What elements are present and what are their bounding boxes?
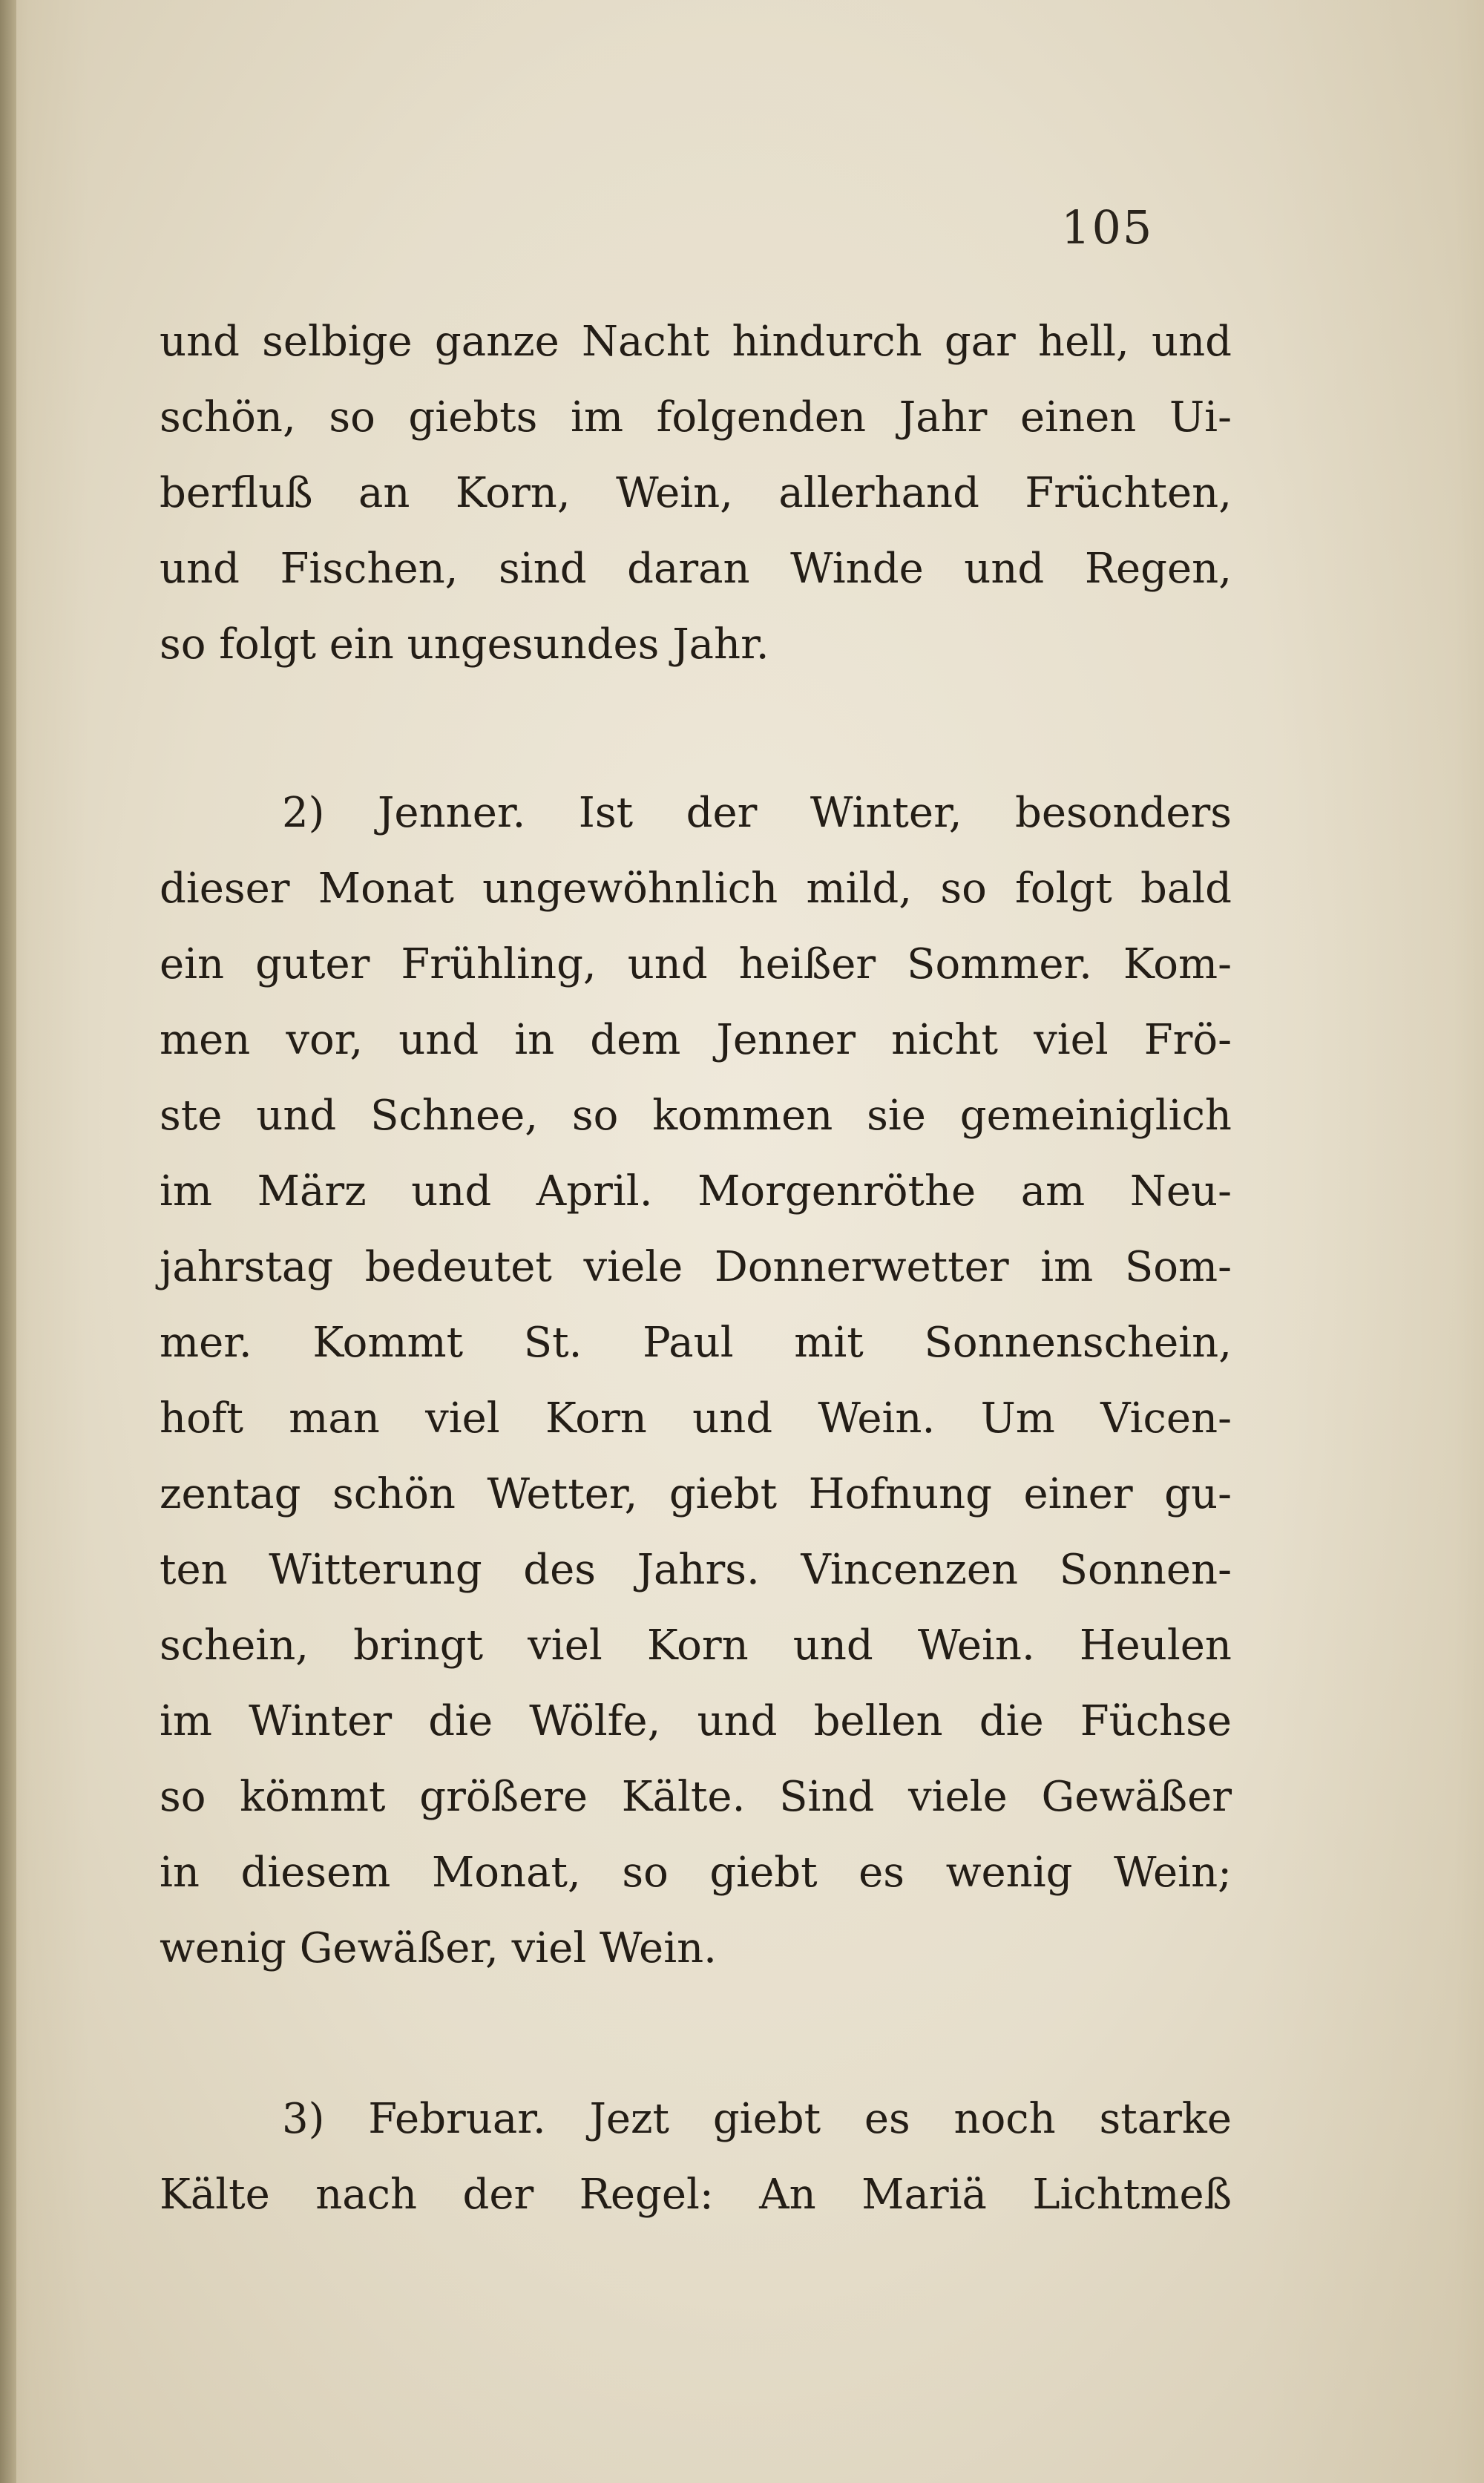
text-line: 3) Februar. Jezt giebt es noch starke [282, 2095, 1232, 2143]
text-line: zentag schön Wetter, giebt Hofnung einer gu- [160, 1470, 1232, 1518]
page-number: 105 [1061, 200, 1154, 255]
text-line: schein, bringt viel Korn und Wein. Heulen [160, 1621, 1232, 1670]
text-line: hoft man viel Korn und Wein. Um Vicen- [160, 1394, 1232, 1443]
text-line: so kömmt größere Kälte. Sind viele Gewäßer [160, 1773, 1232, 1821]
text-line: und selbige ganze Nacht hindurch gar hell, und [160, 318, 1232, 366]
text-line: schön, so giebts im folgenden Jahr einen Ui- [160, 393, 1232, 442]
text-line: 2) Jenner. Ist der Winter, besonders [282, 789, 1232, 837]
text-line: in diesem Monat, so giebt es wenig Wein; [160, 1849, 1232, 1897]
text-line: dieser Monat ungewöhnlich mild, so folgt bald [160, 865, 1232, 913]
text-line: im März und April. Morgenröthe am Neu- [160, 1167, 1232, 1216]
text-line: wenig Gewäßer, viel Wein. [160, 1924, 717, 1972]
text-line: ein guter Frühling, und heißer Sommer. Kom- [160, 940, 1232, 988]
text-line: und Fischen, sind daran Winde und Regen, [160, 545, 1232, 593]
page-gutter [0, 0, 16, 2483]
text-line: ten Witterung des Jahrs. Vincenzen Sonnen- [160, 1546, 1232, 1594]
text-line: mer. Kommt St. Paul mit Sonnenschein, [160, 1319, 1232, 1367]
text-line: jahrstag bedeutet viele Donnerwetter im Som- [160, 1243, 1232, 1291]
paragraph-3-februar [160, 2082, 1232, 2233]
text-line: Kälte nach der Regel: An Mariä Lichtmeß [160, 2171, 1232, 2219]
text-line: so folgt ein ungesundes Jahr. [160, 620, 769, 669]
text-line: men vor, und in dem Jenner nicht viel Frö- [160, 1016, 1232, 1064]
text-line: ste und Schnee, so kommen sie gemeiniglich [160, 1092, 1232, 1140]
paragraph-1 [160, 304, 1232, 683]
paragraph-2-jenner [160, 775, 1232, 1987]
text-line: im Winter die Wölfe, und bellen die Füchse [160, 1697, 1232, 1745]
text-line: berfluß an Korn, Wein, allerhand Früchten, [160, 469, 1232, 517]
